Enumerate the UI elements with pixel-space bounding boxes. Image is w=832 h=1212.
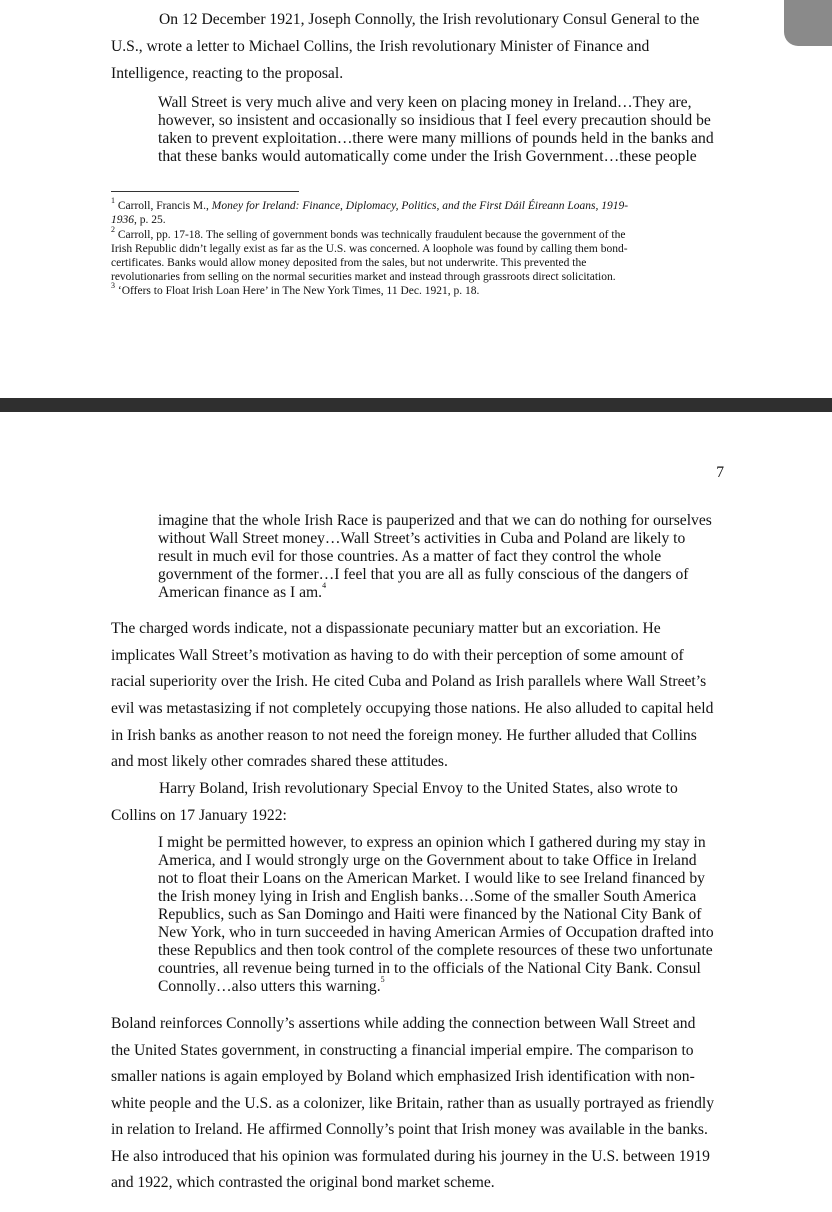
footnote-text: ‘Offers to Float Irish Loan Here’ in The New York Times, 11 Dec. 1921, p. 18. — [117, 285, 480, 297]
block-quote-line: these Republics and then took control of the complete resources of these two unfortunate — [158, 942, 713, 959]
block-quote-line: without Wall Street money…Wall Street’s activities in Cuba and Poland are likely to — [158, 530, 686, 547]
footnote-marker: 4 — [322, 580, 327, 590]
paragraph-line: Harry Boland, Irish revolutionary Special Envoy to the United States, also wrote to — [159, 780, 678, 797]
paragraph-line: and most likely other comrades shared these attitudes. — [111, 753, 448, 770]
block-quote-line: however, so insistent and occasionally so insidious that I feel every precaution should be — [158, 112, 711, 129]
block-quote-line: taken to prevent exploitation…there were many millions of pounds held in the banks and — [158, 130, 714, 147]
paragraph-line: U.S., wrote a letter to Michael Collins, the Irish revolutionary Minister of Finance and — [111, 38, 650, 55]
paragraph-line: Intelligence, reacting to the proposal. — [111, 65, 344, 82]
footnote-book-title: 1936 — [111, 214, 134, 226]
footnote-1-cont — [111, 213, 166, 227]
paragraph-line: Collins on 17 January 1922: — [111, 807, 287, 824]
paragraph-line: the United States government, in constructing a financial imperial empire. The comparison to — [111, 1042, 694, 1059]
block-quote-line: imagine that the whole Irish Race is pauperized and that we can do nothing for ourselves — [158, 512, 712, 529]
paragraph-line: Boland reinforces Connolly’s assertions while adding the connection between Wall Street and — [111, 1015, 696, 1032]
footnote-text: , p. 25. — [134, 214, 166, 226]
footnote-text: Irish Republic didn’t legally exist as far as the U.S. was concerned. A loophole was found by calling them bond- — [111, 243, 628, 255]
paragraph-line: implicates Wall Street’s motivation as having to do with their perception of some amount of — [111, 647, 684, 664]
block-quote-line: that these banks would automatically come under the Irish Government…these people — [158, 148, 697, 165]
block-quote-line: countries, all revenue being turned in to the officials of the National City Bank. Consul — [158, 960, 701, 977]
footnote-rule — [111, 191, 299, 192]
block-quote-line: government of the former…I feel that you are all as fully conscious of the dangers of — [158, 566, 689, 583]
page-number: 7 — [716, 464, 724, 481]
footnote-3 — [111, 280, 480, 298]
block-quote-line: not to float their Loans on the American Market. I would like to see Ireland financed by — [158, 870, 705, 887]
block-quote-line: I might be permitted however, to express an opinion which I gathered during my stay in — [158, 834, 706, 851]
footnote-marker: 2 — [111, 224, 115, 234]
paragraph-line: white people and the U.S. as a colonizer, like Britain, rather than as usually portrayed as friendly — [111, 1095, 715, 1112]
block-quote-line: America, and I would strongly urge on the Government about to take Office in Ireland — [158, 852, 697, 869]
footnote-text: Carroll, pp. 17-18. The selling of government bonds was technically fraudulent because the government of the — [117, 229, 626, 241]
block-quote-line: Wall Street is very much alive and very keen on placing money in Ireland…They are, — [158, 94, 692, 111]
footnote-text: Carroll, Francis M., — [117, 200, 212, 212]
footnote-2 — [111, 224, 626, 242]
paragraph-line: smaller nations is again employed by Boland which emphasized Irish identification with non- — [111, 1068, 695, 1085]
document-page-2 — [0, 412, 832, 1212]
block-quote-text: Connolly…also utters this warning. — [158, 978, 381, 995]
footnote-text: revolutionaries from selling on the normal securities market and instead through grassroots direct solicitation. — [111, 271, 616, 283]
block-quote-line: New York, who in turn succeeded in having American Armies of Occupation drafted into — [158, 924, 714, 941]
footnote-marker: 5 — [380, 974, 385, 984]
footnote-1 — [111, 195, 629, 213]
paragraph-line: On 12 December 1921, Joseph Connolly, the Irish revolutionary Consul General to the — [159, 11, 700, 28]
block-quote-line: result in much evil for those countries. As a matter of fact they control the whole — [158, 548, 662, 565]
paragraph-line: in Irish banks as another reason to not need the foreign money. He further alluded that Collins — [111, 727, 697, 744]
scrollbar-thumb[interactable] — [784, 0, 832, 46]
footnote-marker: 3 — [111, 280, 115, 290]
footnote-book-title: Money for Ireland: Finance, Diplomacy, Politics, and the First Dáil Éireann Loans, 1919- — [211, 200, 629, 212]
block-quote-line: the Irish money lying in Irish and English banks…Some of the smaller South America — [158, 888, 697, 905]
paragraph-line: evil was metastasizing if not completely occupying those nations. He also alluded to capital held — [111, 700, 714, 717]
block-quote-line: Republics, such as San Domingo and Haiti were financed by the National City Bank of — [158, 906, 702, 923]
paragraph-line: racial superiority over the Irish. He cited Cuba and Poland as Irish parallels where Wall Street’s — [111, 673, 707, 690]
block-quote-line — [158, 974, 385, 996]
block-quote-text: American finance as I am. — [158, 584, 323, 601]
paragraph-line: and 1922, which contrasted the original bond market scheme. — [111, 1174, 495, 1191]
footnote-marker: 1 — [111, 195, 115, 205]
paragraph-line: The charged words indicate, not a dispassionate pecuniary matter but an excoriation. He — [111, 620, 661, 637]
document-page-1 — [0, 0, 832, 398]
paragraph-line: in relation to Ireland. He affirmed Connolly’s point that Irish money was available in the banks. — [111, 1121, 708, 1138]
paragraph-line: He also introduced that his opinion was formulated during his journey in the U.S. between 1919 — [111, 1148, 710, 1165]
footnote-text: certificates. Banks would allow money deposited from the sales, but not underwrite. This prevented the — [111, 257, 587, 269]
block-quote-line — [158, 580, 327, 602]
